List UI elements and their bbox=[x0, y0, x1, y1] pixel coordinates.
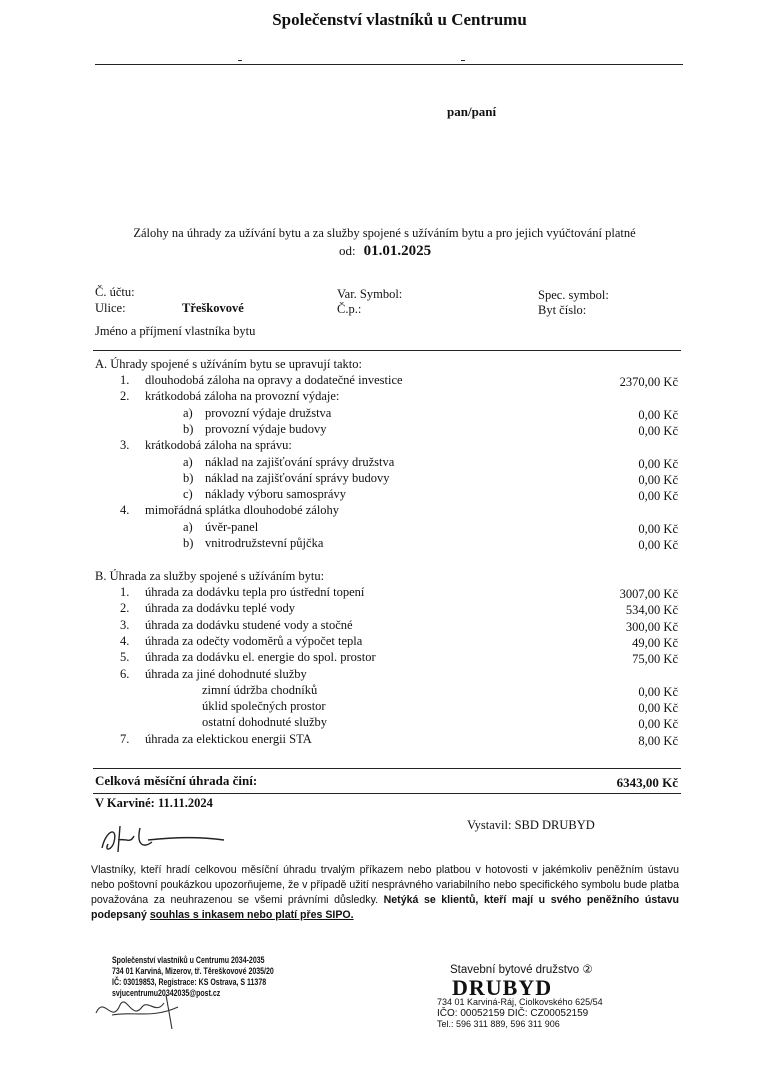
notice-underlined: souhlas s inkasem nebo platí přes SIPO. bbox=[149, 909, 354, 921]
house-number-label: Č.p.: bbox=[337, 302, 362, 316]
owner-label: Jméno a příjmení vlastníka bytu bbox=[95, 324, 256, 338]
item-text: úhrada za dodávku tepla pro ústřední topení bbox=[145, 585, 365, 599]
item-number: b) bbox=[183, 536, 194, 550]
signature-stamp bbox=[92, 985, 202, 1030]
notice-emphasis: Netýká se klientů, kteří mají u svého peněžního ústavu podepsaný bbox=[91, 894, 679, 921]
item-text: úvěr-panel bbox=[205, 519, 259, 534]
total-amount: 6343,00 Kč bbox=[616, 775, 678, 790]
item-amount: 0,00 Kč bbox=[638, 407, 678, 422]
item-number: 5. bbox=[120, 650, 130, 665]
item-amount: 0,00 Kč bbox=[638, 538, 678, 552]
stamp-svj-line: IČ: 03019853, Registrace: KS Ostrava, S 11378 bbox=[112, 977, 267, 987]
flat-number-label: Byt číslo: bbox=[538, 303, 587, 317]
item-number: b) bbox=[183, 421, 194, 436]
info-rule bbox=[93, 350, 681, 351]
section-b-title: B. Úhrada za služby spojené s užíváním bytu: bbox=[95, 569, 325, 583]
item-text: náklady výboru samosprávy bbox=[205, 487, 346, 502]
item-number: 7. bbox=[120, 731, 130, 746]
stamp-sbd-line: 734 01 Karviná-Ráj, Ciolkovského 625/54 bbox=[437, 997, 603, 1007]
item-text: úhrada za dodávku studené vody a stočné bbox=[145, 617, 353, 632]
street-value: Třeškovové bbox=[182, 301, 244, 315]
valid-from-date: 01.01.2025 bbox=[363, 243, 432, 259]
item-text: náklad na zajišťování správy družstva bbox=[205, 454, 395, 469]
item-amount: 0,00 Kč bbox=[638, 489, 678, 504]
drubyd-logo: DRUBYD bbox=[452, 975, 553, 1000]
stamp-sbd-line: IČO: 00052159 DIČ: CZ00052159 bbox=[437, 1008, 589, 1019]
item-text: mimořádná splátka dlouhodobé zálohy bbox=[145, 503, 340, 518]
payment-notice bbox=[91, 863, 679, 923]
item-text: úhrada za odečty vodoměrů a výpočet tepla bbox=[145, 633, 363, 648]
item-amount: 0,00 Kč bbox=[638, 423, 678, 438]
item-number: 6. bbox=[120, 666, 130, 681]
stamp-sbd bbox=[437, 997, 603, 1030]
item-number: 2. bbox=[120, 601, 130, 616]
item-text: krátkodobá záloha na provozní výdaje: bbox=[145, 389, 340, 404]
item-text: provozní výdaje budovy bbox=[205, 421, 327, 436]
account-label: Č. účtu: bbox=[95, 285, 135, 299]
intro-heading: Zálohy na úhrady za užívání bytu a za služby spojené s užíváním bytu a pro jejich vyúčtování platné bbox=[133, 226, 636, 240]
item-amount: 0,00 Kč bbox=[638, 684, 678, 699]
item-text: dlouhodobá záloha na opravy a dodatečné investice bbox=[145, 373, 403, 387]
item-amount: 300,00 Kč bbox=[625, 619, 678, 634]
salutation: pan/paní bbox=[447, 104, 497, 119]
item-text: vnitrodružstevní půjčka bbox=[205, 536, 324, 550]
total-rule bbox=[93, 768, 681, 769]
item-text: úhrada za elektickou energii STA bbox=[145, 731, 312, 746]
spec-symbol-label: Spec. symbol: bbox=[538, 288, 609, 302]
item-amount: 3007,00 Kč bbox=[619, 587, 678, 601]
item-number: 4. bbox=[120, 503, 130, 518]
item-text: náklad na zajišťování správy budovy bbox=[205, 470, 390, 485]
street-label: Ulice: bbox=[95, 301, 126, 315]
place-date: V Karviné: 11.11.2024 bbox=[95, 796, 213, 810]
valid-from-label: od: bbox=[339, 243, 356, 258]
item-number: a) bbox=[183, 405, 193, 420]
valid-from bbox=[339, 243, 431, 260]
item-text: zimní údržba chodníků bbox=[202, 682, 318, 697]
item-amount: 49,00 Kč bbox=[632, 635, 678, 650]
item-amount: 2370,00 Kč bbox=[619, 375, 678, 389]
item-amount: 75,00 Kč bbox=[632, 652, 678, 667]
issuer: Vystavil: SBD DRUBYD bbox=[467, 818, 595, 832]
rule-mark bbox=[461, 60, 465, 61]
item-number: a) bbox=[183, 519, 193, 534]
total-underline bbox=[93, 793, 681, 794]
item-text: ostatní dohodnuté služby bbox=[202, 715, 327, 730]
item-amount: 0,00 Kč bbox=[638, 701, 678, 716]
item-number: c) bbox=[183, 487, 193, 502]
org-title: Společenství vlastníků u Centrumu bbox=[272, 10, 527, 29]
notice-text: Vlastníky, kteří hradí celkovou měsíční úhradu trvalým příkazem nebo platbou v hotovosti v jakémkoliv peněžním ústavu nebo poštovní poukázkou upozorňujeme, že v případě užití nesprávného variabilního nebo specifického symbolu bude platba považována za neuhrazenou se všemi právními důsledky. bbox=[91, 864, 679, 906]
item-amount: 534,00 Kč bbox=[625, 603, 678, 618]
signature-svj bbox=[96, 818, 236, 858]
item-text: úhrada za dodávku el. energie do spol. prostor bbox=[145, 650, 376, 665]
item-text: provozní výdaje družstva bbox=[205, 405, 332, 420]
stamp-sbd-title: Stavební bytové družstvo ② bbox=[450, 964, 593, 976]
item-number: 4. bbox=[120, 633, 130, 648]
stamp-svj-line: Společenství vlastníků u Centrumu 2034-2035 bbox=[112, 955, 265, 965]
item-number: a) bbox=[183, 454, 193, 469]
item-number: 3. bbox=[120, 438, 130, 453]
item-text: úklid společných prostor bbox=[202, 699, 326, 714]
item-number: 2. bbox=[120, 389, 130, 404]
stamp-sbd-line: Tel.: 596 311 889, 596 311 906 bbox=[437, 1019, 560, 1029]
stamp-svj-line: 734 01 Karviná, Mizerov, tř. Těreškovové 2035/20 bbox=[112, 966, 274, 976]
item-number: 1. bbox=[120, 585, 130, 599]
item-amount: 0,00 Kč bbox=[638, 717, 678, 732]
item-amount: 0,00 Kč bbox=[638, 456, 678, 471]
section-a-title: A. Úhrady spojené s užíváním bytu se upravují takto: bbox=[95, 357, 362, 371]
header-rule bbox=[95, 64, 683, 65]
rule-mark bbox=[238, 60, 242, 61]
item-amount: 0,00 Kč bbox=[638, 472, 678, 487]
item-text: úhrada za jiné dohodnuté služby bbox=[145, 666, 307, 681]
item-amount: 0,00 Kč bbox=[638, 521, 678, 536]
item-text: úhrada za dodávku teplé vody bbox=[145, 601, 295, 616]
var-symbol-label: Var. Symbol: bbox=[337, 287, 403, 301]
item-text: krátkodobá záloha na správu: bbox=[145, 438, 292, 453]
item-number: b) bbox=[183, 470, 194, 485]
total-label: Celková měsíční úhrada činí: bbox=[95, 773, 258, 788]
item-number: 1. bbox=[120, 373, 130, 387]
item-amount: 8,00 Kč bbox=[638, 733, 678, 748]
stamp-svj-line: svjucentrumu20342035@post.cz bbox=[112, 988, 221, 998]
item-number: 3. bbox=[120, 617, 130, 632]
